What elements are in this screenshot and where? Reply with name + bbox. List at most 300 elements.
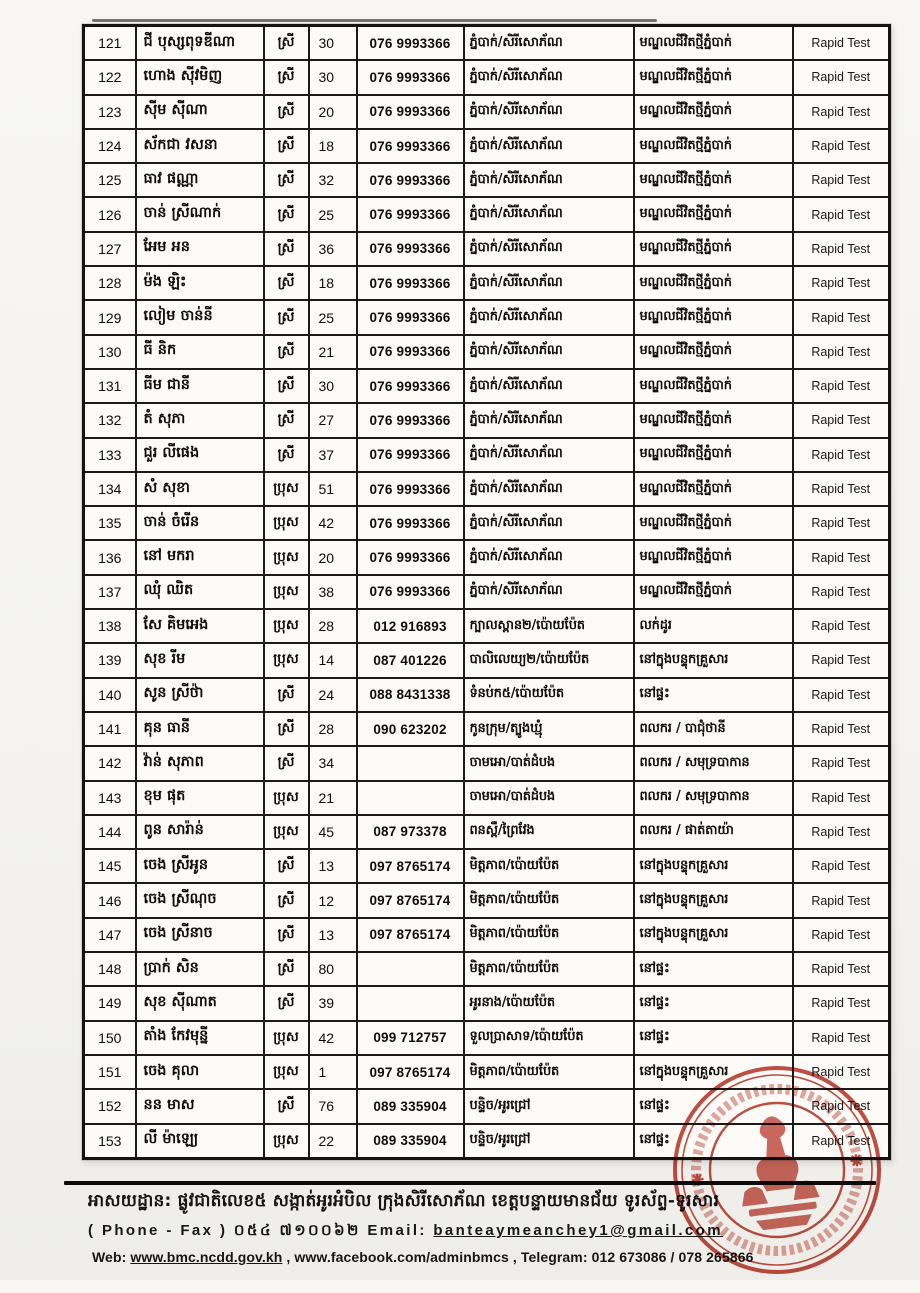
age-cell: 30 xyxy=(309,26,357,61)
table-row xyxy=(84,95,890,129)
web-label: Web: xyxy=(92,1249,131,1265)
test-type-cell: Rapid Test xyxy=(793,746,890,780)
gender-cell: ប្រុស xyxy=(264,1124,309,1159)
table-row xyxy=(84,918,890,952)
row-number-cell: 132 xyxy=(84,403,136,437)
table-row xyxy=(84,815,890,849)
age-cell: 28 xyxy=(309,712,357,746)
name-cell: នន មាស xyxy=(136,1089,264,1123)
row-number-cell: 147 xyxy=(84,918,136,952)
name-cell: វ៉ាន់ សុភាព xyxy=(136,746,264,780)
gender-cell: ស្រី xyxy=(264,197,309,231)
row-number-cell: 137 xyxy=(84,575,136,609)
row-number-cell: 124 xyxy=(84,129,136,163)
name-cell: ចេង ស្រីណុច xyxy=(136,883,264,917)
age-cell: 32 xyxy=(309,163,357,197)
phone-cell xyxy=(357,746,464,780)
phone-cell: 097 8765174 xyxy=(357,1055,464,1089)
status-occupation-cell: នៅផ្ទះ xyxy=(634,986,793,1020)
age-cell: 38 xyxy=(309,575,357,609)
name-cell: សូន ស្រីថ៉ា xyxy=(136,678,264,712)
row-number-cell: 130 xyxy=(84,335,136,369)
gender-cell: ស្រី xyxy=(264,129,309,163)
table-row xyxy=(84,266,890,300)
location-cell: ភ្នំបាក់/សិរីសោភ័ណ xyxy=(464,506,634,540)
age-cell: 27 xyxy=(309,403,357,437)
test-type-cell: Rapid Test xyxy=(793,60,890,94)
row-number-cell: 152 xyxy=(84,1089,136,1123)
phone-cell: 076 9993366 xyxy=(357,163,464,197)
test-type-cell: Rapid Test xyxy=(793,815,890,849)
location-cell: ទំនប់ក៥/ប៉ោយប៉ែត xyxy=(464,678,634,712)
test-type-cell: Rapid Test xyxy=(793,95,890,129)
test-type-cell: Rapid Test xyxy=(793,918,890,952)
phone-cell xyxy=(357,952,464,986)
test-type-cell: Rapid Test xyxy=(793,197,890,231)
table-row xyxy=(84,232,890,266)
table-row xyxy=(84,883,890,917)
table-row xyxy=(84,506,890,540)
table-row xyxy=(84,1124,890,1159)
location-cell: ភ្នំបាក់/សិរីសោភ័ណ xyxy=(464,300,634,334)
test-type-cell: Rapid Test xyxy=(793,986,890,1020)
status-occupation-cell: មណ្ឌលជីវិតថ្មីភ្នំបាក់ xyxy=(634,163,793,197)
status-occupation-cell: នៅផ្ទះ xyxy=(634,1089,793,1123)
test-type-cell: Rapid Test xyxy=(793,1021,890,1055)
row-number-cell: 144 xyxy=(84,815,136,849)
location-cell: ភ្នំបាក់/សិរីសោភ័ណ xyxy=(464,472,634,506)
gender-cell: ប្រុស xyxy=(264,472,309,506)
phone-cell: 076 9993366 xyxy=(357,403,464,437)
phone-cell: 076 9993366 xyxy=(357,438,464,472)
age-cell: 76 xyxy=(309,1089,357,1123)
location-cell: កូនក្រុម/ត្បូងឃ្មុំ xyxy=(464,712,634,746)
age-cell: 13 xyxy=(309,849,357,883)
table-row xyxy=(84,609,890,643)
phone-cell: 087 401226 xyxy=(357,643,464,677)
gender-cell: ស្រី xyxy=(264,1089,309,1123)
location-cell: ភ្នំបាក់/សិរីសោភ័ណ xyxy=(464,403,634,437)
phone-cell: 076 9993366 xyxy=(357,335,464,369)
location-cell: ភ្នំបាក់/សិរីសោភ័ណ xyxy=(464,369,634,403)
gender-cell: ប្រុស xyxy=(264,575,309,609)
name-cell: លៀម ចាន់នី xyxy=(136,300,264,334)
age-cell: 25 xyxy=(309,197,357,231)
table-row xyxy=(84,300,890,334)
table-row xyxy=(84,781,890,815)
name-cell: ពូន សារ៉ាន់ xyxy=(136,815,264,849)
gender-cell: ស្រី xyxy=(264,986,309,1020)
test-type-cell: Rapid Test xyxy=(793,1089,890,1123)
name-cell: ជី បុស្សពុទឌីណា xyxy=(136,26,264,61)
location-cell: ក្បាលស្ពាន២/ប៉ោយប៉ែត xyxy=(464,609,634,643)
row-number-cell: 142 xyxy=(84,746,136,780)
phone-cell: 076 9993366 xyxy=(357,232,464,266)
name-cell: ស៊ីម ស៊ីណា xyxy=(136,95,264,129)
row-number-cell: 121 xyxy=(84,26,136,61)
phone-cell: 076 9993366 xyxy=(357,60,464,94)
age-cell: 12 xyxy=(309,883,357,917)
age-cell: 28 xyxy=(309,609,357,643)
table-row xyxy=(84,197,890,231)
phone-cell: 087 973378 xyxy=(357,815,464,849)
phone-cell xyxy=(357,986,464,1020)
status-occupation-cell: មណ្ឌលជីវិតថ្មីភ្នំបាក់ xyxy=(634,540,793,574)
row-number-cell: 129 xyxy=(84,300,136,334)
test-type-cell: Rapid Test xyxy=(793,300,890,334)
row-number-cell: 145 xyxy=(84,849,136,883)
telegram-contact: Telegram: 012 673086 / 078 265866 xyxy=(520,1249,754,1265)
phone-cell: 076 9993366 xyxy=(357,129,464,163)
status-occupation-cell: មណ្ឌលជីវិតថ្មីភ្នំបាក់ xyxy=(634,197,793,231)
name-cell: ធីម ជានី xyxy=(136,369,264,403)
gender-cell: ស្រី xyxy=(264,26,309,61)
phone-cell: 097 8765174 xyxy=(357,883,464,917)
table-row xyxy=(84,1089,890,1123)
row-number-cell: 136 xyxy=(84,540,136,574)
row-number-cell: 141 xyxy=(84,712,136,746)
location-cell: ភ្នំបាក់/សិរីសោភ័ណ xyxy=(464,129,634,163)
table-row xyxy=(84,849,890,883)
name-cell: ខុម ផុត xyxy=(136,781,264,815)
name-cell: នៅ មករា xyxy=(136,540,264,574)
row-number-cell: 148 xyxy=(84,952,136,986)
status-occupation-cell: មណ្ឌលជីវិតថ្មីភ្នំបាក់ xyxy=(634,129,793,163)
table-row xyxy=(84,369,890,403)
gender-cell: ប្រុស xyxy=(264,781,309,815)
row-number-cell: 135 xyxy=(84,506,136,540)
table-row xyxy=(84,678,890,712)
test-type-cell: Rapid Test xyxy=(793,1124,890,1159)
name-cell: ចាន់ ស្រីណាក់ xyxy=(136,197,264,231)
test-type-cell: Rapid Test xyxy=(793,849,890,883)
test-type-cell: Rapid Test xyxy=(793,26,890,61)
gender-cell: ស្រី xyxy=(264,678,309,712)
phone-cell: 076 9993366 xyxy=(357,540,464,574)
status-occupation-cell: មណ្ឌលជីវិតថ្មីភ្នំបាក់ xyxy=(634,95,793,129)
location-cell: ទួលប្រាសាទ/ប៉ោយប៉ែត xyxy=(464,1021,634,1055)
age-cell: 39 xyxy=(309,986,357,1020)
gender-cell: ស្រី xyxy=(264,95,309,129)
name-cell: សុខ ស៊ីណាត xyxy=(136,986,264,1020)
phone-cell: 076 9993366 xyxy=(357,26,464,61)
test-type-cell: Rapid Test xyxy=(793,952,890,986)
phone-cell: 076 9993366 xyxy=(357,506,464,540)
name-cell: ធាវ ផណ្ណា xyxy=(136,163,264,197)
location-cell: ភ្នំបាក់/សិរីសោភ័ណ xyxy=(464,575,634,609)
test-type-cell: Rapid Test xyxy=(793,712,890,746)
phone-cell: 076 9993366 xyxy=(357,575,464,609)
age-cell: 14 xyxy=(309,643,357,677)
table-row xyxy=(84,438,890,472)
gender-cell: ស្រី xyxy=(264,883,309,917)
test-type-cell: Rapid Test xyxy=(793,129,890,163)
footer-web-line xyxy=(92,1249,892,1265)
name-cell: តាំង កែវមុន្នី xyxy=(136,1021,264,1055)
row-number-cell: 151 xyxy=(84,1055,136,1089)
test-type-cell: Rapid Test xyxy=(793,643,890,677)
status-occupation-cell: មណ្ឌលជីវិតថ្មីភ្នំបាក់ xyxy=(634,403,793,437)
status-occupation-cell: មណ្ឌលជីវិតថ្មីភ្នំបាក់ xyxy=(634,335,793,369)
status-occupation-cell: មណ្ឌលជីវិតថ្មីភ្នំបាក់ xyxy=(634,472,793,506)
age-cell: 20 xyxy=(309,95,357,129)
status-occupation-cell: នៅផ្ទះ xyxy=(634,1021,793,1055)
location-cell: ភ្នំបាក់/សិរីសោភ័ណ xyxy=(464,60,634,94)
test-type-cell: Rapid Test xyxy=(793,883,890,917)
gender-cell: ស្រី xyxy=(264,918,309,952)
gender-cell: ប្រុស xyxy=(264,815,309,849)
location-cell: ពនស្ពឺ/ព្រៃវែង xyxy=(464,815,634,849)
age-cell: 20 xyxy=(309,540,357,574)
name-cell: ប្រាក់ សិន xyxy=(136,952,264,986)
name-cell: ស័កជា វសនា xyxy=(136,129,264,163)
status-occupation-cell: ពលករ / សមុទ្របាកាន xyxy=(634,746,793,780)
name-cell: ចេង ស្រីនាច xyxy=(136,918,264,952)
status-occupation-cell: ពលករ / ផាត់តាយ៉ា xyxy=(634,815,793,849)
test-type-cell: Rapid Test xyxy=(793,1055,890,1089)
email-address: banteaymeanchey1@gmail.com xyxy=(433,1222,723,1239)
status-occupation-cell: នៅក្នុងបន្ទុកគ្រួសារ xyxy=(634,643,793,677)
phone-cell: 097 8765174 xyxy=(357,918,464,952)
age-cell: 21 xyxy=(309,781,357,815)
age-cell: 45 xyxy=(309,815,357,849)
table-row xyxy=(84,26,890,61)
row-number-cell: 146 xyxy=(84,883,136,917)
row-number-cell: 127 xyxy=(84,232,136,266)
age-cell: 30 xyxy=(309,60,357,94)
gender-cell: ស្រី xyxy=(264,232,309,266)
location-cell: ភ្នំបាក់/សិរីសោភ័ណ xyxy=(464,540,634,574)
age-cell: 34 xyxy=(309,746,357,780)
gender-cell: ប្រុស xyxy=(264,506,309,540)
age-cell: 13 xyxy=(309,918,357,952)
phone-fax-label: ( Phone - Fax ) ០៥៤ ៧១០០៦២ Email: xyxy=(88,1222,434,1239)
roster-table-body xyxy=(84,26,890,1159)
test-type-cell: Rapid Test xyxy=(793,335,890,369)
phone-cell: 089 335904 xyxy=(357,1124,464,1159)
gender-cell: ស្រី xyxy=(264,438,309,472)
phone-cell: 076 9993366 xyxy=(357,95,464,129)
test-type-cell: Rapid Test xyxy=(793,506,890,540)
table-row xyxy=(84,163,890,197)
status-occupation-cell: មណ្ឌលជីវិតថ្មីភ្នំបាក់ xyxy=(634,300,793,334)
location-cell: ភ្នំបាក់/សិរីសោភ័ណ xyxy=(464,232,634,266)
test-type-cell: Rapid Test xyxy=(793,403,890,437)
gender-cell: ស្រី xyxy=(264,369,309,403)
phone-cell: 076 9993366 xyxy=(357,266,464,300)
table-row xyxy=(84,1021,890,1055)
age-cell: 24 xyxy=(309,678,357,712)
test-type-cell: Rapid Test xyxy=(793,163,890,197)
table-row xyxy=(84,540,890,574)
location-cell: អូរនាង/ប៉ោយប៉ែត xyxy=(464,986,634,1020)
test-type-cell: Rapid Test xyxy=(793,472,890,506)
scan-edge-artifact xyxy=(92,19,657,22)
gender-cell: ប្រុស xyxy=(264,609,309,643)
status-occupation-cell: ពលករ / បាជុំថានី xyxy=(634,712,793,746)
location-cell: មិត្តភាព/ប៉ោយប៉ែត xyxy=(464,883,634,917)
footer-phone-fax-line xyxy=(88,1221,888,1243)
location-cell: មិត្តភាព/ប៉ោយប៉ែត xyxy=(464,952,634,986)
location-cell: បន្ទិច/អូរជ្រៅ xyxy=(464,1124,634,1159)
phone-cell: 097 8765174 xyxy=(357,849,464,883)
age-cell: 30 xyxy=(309,369,357,403)
test-type-cell: Rapid Test xyxy=(793,781,890,815)
gender-cell: ស្រី xyxy=(264,335,309,369)
name-cell: ចេង គុលា xyxy=(136,1055,264,1089)
name-cell: គុន ធានី xyxy=(136,712,264,746)
status-occupation-cell: ពលករ / សមុទ្របាកាន xyxy=(634,781,793,815)
row-number-cell: 134 xyxy=(84,472,136,506)
test-type-cell: Rapid Test xyxy=(793,678,890,712)
row-number-cell: 143 xyxy=(84,781,136,815)
gender-cell: ស្រី xyxy=(264,952,309,986)
name-cell: ចេង ស្រីអូន xyxy=(136,849,264,883)
table-row xyxy=(84,746,890,780)
test-type-cell: Rapid Test xyxy=(793,540,890,574)
phone-cell: 090 623202 xyxy=(357,712,464,746)
status-occupation-cell: នៅក្នុងបន្ទុកគ្រួសារ xyxy=(634,849,793,883)
location-cell: ភ្នំបាក់/សិរីសោភ័ណ xyxy=(464,335,634,369)
test-type-cell: Rapid Test xyxy=(793,575,890,609)
location-cell: ចាមអោ/បាត់ដំបង xyxy=(464,746,634,780)
footer-address: អាសយដ្ឋាន: ផ្លូវជាតិលេខ៥ សង្កាត់អូរអំបិល ក្រុងសិរីសោភ័ណ ខេត្តបន្ទាយមានជ័យ ទូរស័ព្ទ-ទូរសារ xyxy=(88,1191,720,1211)
gender-cell: ស្រី xyxy=(264,746,309,780)
table-row xyxy=(84,335,890,369)
name-cell: សែ គិមអេង xyxy=(136,609,264,643)
row-number-cell: 150 xyxy=(84,1021,136,1055)
name-cell: សំ សុខា xyxy=(136,472,264,506)
table-row xyxy=(84,403,890,437)
status-occupation-cell: នៅផ្ទះ xyxy=(634,678,793,712)
table-row xyxy=(84,60,890,94)
name-cell: ម៉ង ឡិះ xyxy=(136,266,264,300)
status-occupation-cell: មណ្ឌលជីវិតថ្មីភ្នំបាក់ xyxy=(634,438,793,472)
test-type-cell: Rapid Test xyxy=(793,369,890,403)
status-occupation-cell: មណ្ឌលជីវិតថ្មីភ្នំបាក់ xyxy=(634,575,793,609)
row-number-cell: 125 xyxy=(84,163,136,197)
location-cell: ភ្នំបាក់/សិរីសោភ័ណ xyxy=(464,197,634,231)
location-cell: ភ្នំបាក់/សិរីសោភ័ណ xyxy=(464,95,634,129)
phone-cell: 076 9993366 xyxy=(357,472,464,506)
table-row xyxy=(84,129,890,163)
table-row xyxy=(84,712,890,746)
age-cell: 18 xyxy=(309,129,357,163)
status-occupation-cell: លក់ដូរ xyxy=(634,609,793,643)
location-cell: មិត្តភាព/ប៉ោយប៉ែត xyxy=(464,918,634,952)
row-number-cell: 140 xyxy=(84,678,136,712)
gender-cell: ស្រី xyxy=(264,403,309,437)
separator: , xyxy=(282,1249,295,1265)
row-number-cell: 122 xyxy=(84,60,136,94)
separator: , xyxy=(508,1249,521,1265)
name-cell: សុខ រីម xyxy=(136,643,264,677)
footer-divider-rule xyxy=(64,1181,876,1185)
roster-table xyxy=(82,24,891,1160)
gender-cell: ស្រី xyxy=(264,712,309,746)
row-number-cell: 123 xyxy=(84,95,136,129)
location-cell: បាលិលេយ្យ២/ប៉ោយប៉ែត xyxy=(464,643,634,677)
status-occupation-cell: មណ្ឌលជីវិតថ្មីភ្នំបាក់ xyxy=(634,232,793,266)
age-cell: 25 xyxy=(309,300,357,334)
phone-cell: 088 8431338 xyxy=(357,678,464,712)
gender-cell: ស្រី xyxy=(264,60,309,94)
location-cell: មិត្តភាព/ប៉ោយប៉ែត xyxy=(464,1055,634,1089)
gender-cell: ស្រី xyxy=(264,266,309,300)
status-occupation-cell: នៅផ្ទះ xyxy=(634,1124,793,1159)
status-occupation-cell: នៅក្នុងបន្ទុកគ្រួសារ xyxy=(634,883,793,917)
name-cell: ជួរ លីផេង xyxy=(136,438,264,472)
row-number-cell: 133 xyxy=(84,438,136,472)
status-occupation-cell: មណ្ឌលជីវិតថ្មីភ្នំបាក់ xyxy=(634,26,793,61)
location-cell: មិត្តភាព/ប៉ោយប៉ែត xyxy=(464,849,634,883)
web-url: www.bmc.ncdd.gov.kh xyxy=(130,1249,283,1265)
location-cell: ភ្នំបាក់/សិរីសោភ័ណ xyxy=(464,163,634,197)
location-cell: បន្ទិច/អូរជ្រៅ xyxy=(464,1089,634,1123)
table-row xyxy=(84,986,890,1020)
age-cell: 36 xyxy=(309,232,357,266)
age-cell: 80 xyxy=(309,952,357,986)
table-row xyxy=(84,643,890,677)
name-cell: តំ សុភា xyxy=(136,403,264,437)
gender-cell: ស្រី xyxy=(264,849,309,883)
status-occupation-cell: នៅក្នុងបន្ទុកគ្រួសារ xyxy=(634,1055,793,1089)
gender-cell: ប្រុស xyxy=(264,643,309,677)
table-row xyxy=(84,575,890,609)
location-cell: ចាមអោ/បាត់ដំបង xyxy=(464,781,634,815)
gender-cell: ប្រុស xyxy=(264,540,309,574)
phone-cell: 099 712757 xyxy=(357,1021,464,1055)
phone-cell: 089 335904 xyxy=(357,1089,464,1123)
age-cell: 42 xyxy=(309,1021,357,1055)
status-occupation-cell: មណ្ឌលជីវិតថ្មីភ្នំបាក់ xyxy=(634,266,793,300)
age-cell: 51 xyxy=(309,472,357,506)
table-row xyxy=(84,472,890,506)
gender-cell: ប្រុស xyxy=(264,1021,309,1055)
location-cell: ភ្នំបាក់/សិរីសោភ័ណ xyxy=(464,26,634,61)
phone-cell: 076 9993366 xyxy=(357,300,464,334)
row-number-cell: 131 xyxy=(84,369,136,403)
status-occupation-cell: នៅក្នុងបន្ទុកគ្រួសារ xyxy=(634,918,793,952)
location-cell: ភ្នំបាក់/សិរីសោភ័ណ xyxy=(464,438,634,472)
name-cell: ហោង ស៊ីវមិញ xyxy=(136,60,264,94)
facebook-url: www.facebook.com/adminbmcs xyxy=(294,1249,509,1265)
table-row xyxy=(84,1055,890,1089)
age-cell: 18 xyxy=(309,266,357,300)
row-number-cell: 138 xyxy=(84,609,136,643)
age-cell: 42 xyxy=(309,506,357,540)
status-occupation-cell: មណ្ឌលជីវិតថ្មីភ្នំបាក់ xyxy=(634,369,793,403)
gender-cell: ប្រុស xyxy=(264,1055,309,1089)
name-cell: អែម អន xyxy=(136,232,264,266)
test-type-cell: Rapid Test xyxy=(793,232,890,266)
phone-cell: 076 9993366 xyxy=(357,369,464,403)
row-number-cell: 153 xyxy=(84,1124,136,1159)
age-cell: 22 xyxy=(309,1124,357,1159)
table-row xyxy=(84,952,890,986)
name-cell: ឈុំ ឈិត xyxy=(136,575,264,609)
name-cell: ធី និក xyxy=(136,335,264,369)
name-cell: ចាន់ ចំរើន xyxy=(136,506,264,540)
gender-cell: ស្រី xyxy=(264,163,309,197)
age-cell: 1 xyxy=(309,1055,357,1089)
status-occupation-cell: នៅផ្ទះ xyxy=(634,952,793,986)
phone-cell: 012 916893 xyxy=(357,609,464,643)
row-number-cell: 139 xyxy=(84,643,136,677)
name-cell: លី ម៉ាឡ្យេ xyxy=(136,1124,264,1159)
row-number-cell: 149 xyxy=(84,986,136,1020)
status-occupation-cell: មណ្ឌលជីវិតថ្មីភ្នំបាក់ xyxy=(634,506,793,540)
